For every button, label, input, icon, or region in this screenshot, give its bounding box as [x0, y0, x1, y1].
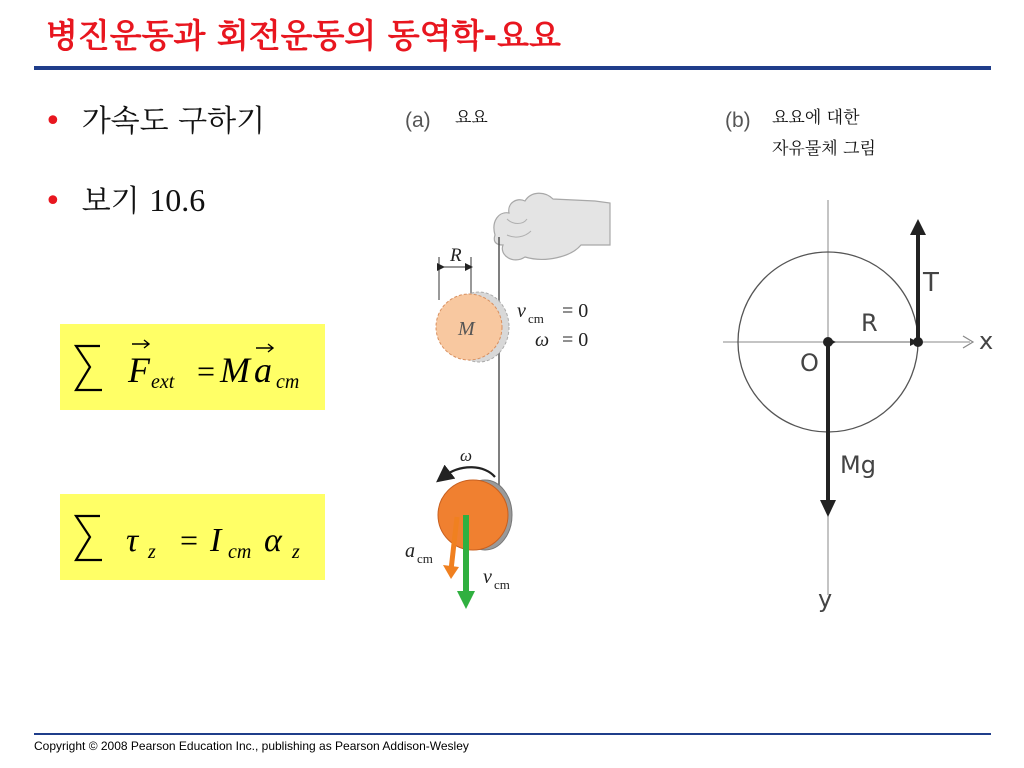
torque-equation-box	[60, 494, 325, 580]
free-body-diagram	[723, 200, 993, 613]
yoyo-figure	[395, 95, 1005, 625]
figure-b-letter: (b)	[725, 109, 751, 132]
example-number: 10.6	[149, 182, 206, 218]
y-axis-label: y	[818, 585, 833, 613]
omega-arrow-label: ω	[460, 446, 473, 465]
acm-arrow-head	[443, 565, 459, 579]
tension-label: T	[923, 268, 939, 298]
footer-divider	[34, 733, 991, 735]
figure-b-caption-line2: 자유물체 그림	[772, 139, 876, 159]
vcm-falling-symbol: v	[483, 566, 492, 588]
eq-z: z	[148, 541, 156, 563]
x-axis-label: x	[979, 327, 994, 355]
omega-value: = 0	[562, 329, 589, 351]
gravity-arrow-head	[820, 500, 836, 517]
force-equation	[60, 324, 325, 410]
eq-cm: cm	[276, 371, 300, 393]
figure-b-caption-line1: 요요에 대한	[772, 108, 860, 128]
page-title: 병진운동과 회전운동의 동역학-요요	[46, 16, 561, 55]
title-divider	[34, 66, 991, 70]
eq-a: a	[254, 350, 272, 390]
radius-label: R	[861, 309, 878, 337]
eq-I: I	[210, 522, 222, 559]
bullet-acceleration	[44, 96, 265, 140]
eq-equals: =	[197, 353, 216, 389]
eq-z2: z	[292, 541, 300, 563]
yoyo-figure-svg	[395, 95, 1005, 625]
vector-arrow-F	[132, 340, 149, 348]
copyright-footer: Copyright © 2008 Pearson Education Inc., publishing as Pearson Addison-Wesley	[34, 739, 469, 753]
r-label-a: R	[450, 245, 462, 266]
vcm-arrow-head	[457, 591, 475, 609]
sum-symbol	[76, 346, 102, 390]
eq-ext: ext	[151, 371, 175, 393]
mass-label: M	[458, 318, 475, 340]
figure-a-letter: (a)	[405, 109, 431, 132]
figure-a-caption: 요요	[455, 108, 488, 128]
origin-label: O	[800, 349, 819, 377]
eq-tau: τ	[126, 522, 139, 559]
vcm-subscript: cm	[528, 311, 544, 326]
acm-subscript: cm	[417, 551, 433, 566]
hand-illustration	[494, 193, 610, 260]
eq-M: M	[220, 350, 250, 390]
eq-cm: cm	[228, 541, 252, 563]
bullet-prefix: 보기	[81, 184, 150, 219]
eq-F: F	[128, 350, 150, 390]
vcm-falling-subscript: cm	[494, 577, 510, 592]
acm-symbol: a	[405, 540, 415, 562]
torque-equation	[60, 494, 325, 580]
bullet-example	[44, 176, 205, 220]
bullet-text: 가속도 구하기	[81, 104, 266, 139]
eq-equals: =	[180, 522, 199, 558]
bullet-dot: •	[44, 104, 62, 139]
tension-arrow-head	[910, 219, 926, 235]
yoyo-initial	[436, 292, 509, 362]
force-equation-box	[60, 324, 325, 410]
vcm-value: = 0	[562, 300, 589, 322]
gravity-label: Mg	[840, 451, 876, 479]
eq-alpha: α	[264, 522, 282, 559]
bullet-dot: •	[44, 184, 62, 219]
yoyo-falling	[438, 480, 512, 550]
omega-symbol: ω	[535, 329, 550, 351]
rotation-arrow	[443, 467, 495, 477]
sum-symbol	[76, 516, 102, 560]
vcm-symbol: v	[517, 300, 526, 322]
